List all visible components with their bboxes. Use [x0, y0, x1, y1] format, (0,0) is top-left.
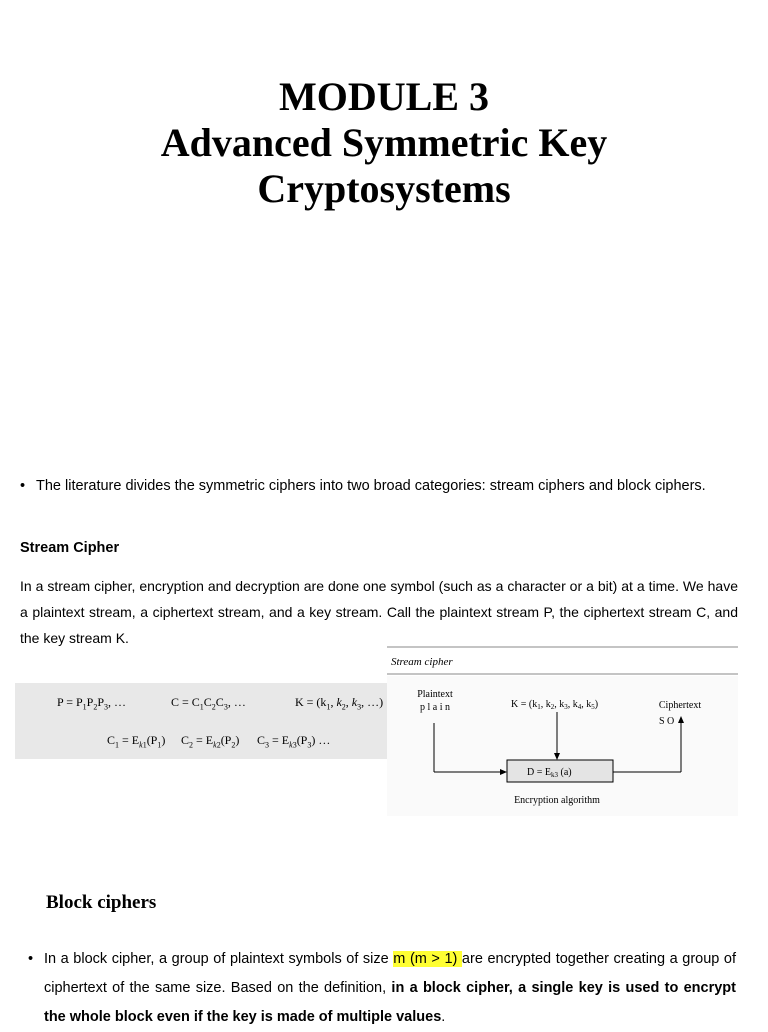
page-title	[0, 74, 768, 212]
intro-bullet	[20, 472, 736, 501]
title-line-1: MODULE 3	[279, 74, 489, 119]
diagram-label: Stream cipher	[391, 656, 453, 668]
block-text-start: In a block cipher, a group of plaintext symbols of size	[44, 951, 394, 967]
block-text-end: .	[441, 1009, 446, 1025]
ciphertext-stream: S O	[659, 716, 675, 727]
plaintext-stream-formula: $P = P_1P_2P_3$, …	[57, 695, 127, 712]
plaintext-label: Plaintext	[417, 689, 453, 700]
highlighted-term: m (m > 1)	[393, 951, 462, 967]
key-stream-label: $K = (k_1$, $k_2$, $k_3$, $k_4$, $k_5$)	[511, 699, 599, 711]
stream-formula-panel	[15, 683, 387, 759]
block-text	[44, 945, 736, 1032]
stream-cipher-paragraph: In a stream cipher, encryption and decryption are done one symbol (such as a character or a bit) at a time. We have a plaintext stream, a ciphertext stream, and a key stream. Call the plaintext stream P, the ciphertext stream C, and the key stream K.	[20, 578, 738, 646]
ciphertext-stream-formula: $C = C_1C_2C_3$, …	[171, 695, 246, 712]
key-stream-formula: $K = (k_1$, $k_2$, $k_3$, …)	[295, 695, 384, 712]
bullet-icon: •	[28, 951, 34, 967]
encryption-formula-2: $C_2 = E_{k2}(P_2)$	[181, 733, 240, 750]
intro-text: The literature divides the symmetric ciphers into two broad categories: stream ciphers and block ciphers.	[36, 478, 706, 494]
bullet-icon: •	[20, 478, 26, 494]
block-text-middle: are encrypted together creating a group of ciphertext of the same size. Based on the definition,	[44, 951, 736, 996]
diagram-caption: Encryption algorithm	[514, 795, 600, 806]
encryption-box-label: $D = E_{k3}$ (a)	[527, 767, 572, 779]
encryption-formula-3: $C_3 = E_{k3}(P_3)$ …	[257, 733, 331, 750]
block-text-bold: in a block cipher, a single key is used to encrypt the whole block even if the key is made of multiple values	[44, 980, 736, 1025]
block-ciphers-heading: Block ciphers	[46, 892, 157, 913]
block-bullet	[28, 945, 736, 1032]
plaintext-stream: p l a i n	[420, 702, 450, 713]
stream-cipher-diagram	[387, 646, 738, 816]
title-line-3: Cryptosystems	[257, 166, 511, 211]
title-line-2: Advanced Symmetric Key	[160, 120, 608, 165]
encryption-formula-1: $C_1 = E_{k1}(P_1)$	[107, 733, 166, 750]
stream-cipher-heading: Stream Cipher	[20, 540, 120, 556]
ciphertext-label: Ciphertext	[658, 700, 702, 711]
